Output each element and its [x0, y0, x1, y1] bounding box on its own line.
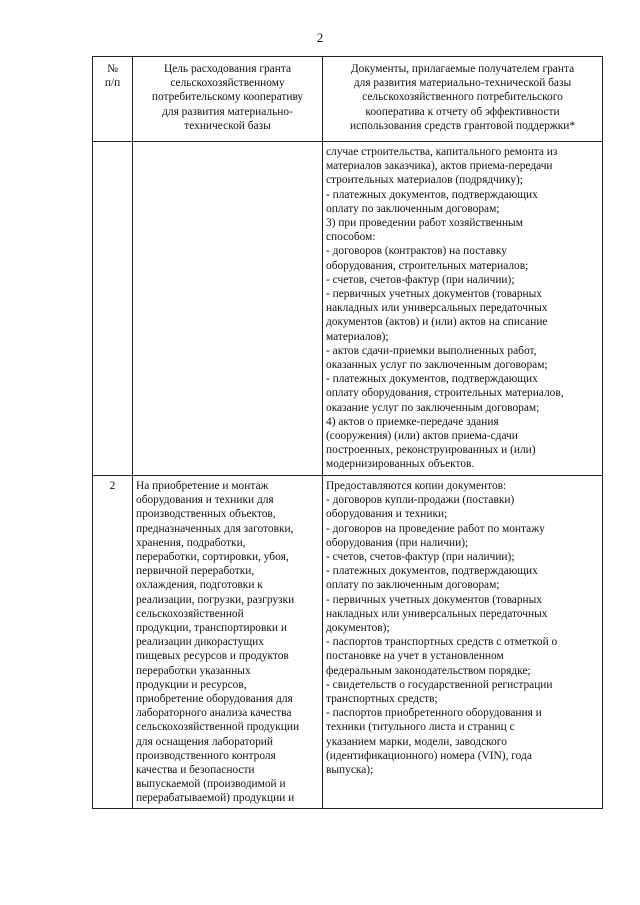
- table-row: [93, 476, 603, 809]
- header-col-purpose: Цель расходования гранта сельскохозяйственному потребительскому кооперативу для развития материально- технической базы: [133, 57, 323, 142]
- table-header-row: [93, 57, 603, 142]
- row-purpose-cell: [133, 142, 323, 476]
- header-col-documents: Документы, прилагаемые получателем гранта для развития материально-технической базы сельскохозяйственного потребительского кооператива к отчету об эффективности использования средств грантовой поддержки*: [323, 57, 603, 142]
- row-number-cell: 2: [93, 476, 133, 809]
- grant-documents-table: [92, 56, 603, 809]
- header-col-number: № п/п: [93, 57, 133, 142]
- row-documents-cell: случае строительства, капитального ремонта из материалов заказчика), актов приема-передачи строительных материалов (подрядчику); - платежных документов, подтверждающих оплату по заключенным договорам; 3) при проведении работ хозяйственным способом: - договоров (контрактов) на поставку оборудования, строительных материалов; - счетов, счетов-фактур (при наличии); - первичных учетных документов (товарных накладных или универсальных передаточных документов (актов) и (или) актов на списание материалов); - актов сдачи-приемки выполненных работ, оказанных услуг по заключенным договорам; - платежных документов, подтверждающих оплату оборудования, строительных материалов, оказание услуг по заключенным договорам; 4) актов о приемке-передаче здания (сооружения) (или) актов приема-сдачи построенных, реконструированных и (или) модернизированных объектов.: [323, 142, 603, 476]
- row-purpose-cell: На приобретение и монтаж оборудования и техники для производственных объектов, предназначенных для заготовки, хранения, подработки, переработки, сортировки, убоя, первичной переработки, охлаждения, подготовки к реализации, погрузки, разгрузки сельскохозяйственной продукции, транспортировки и реализации дикорастущих пищевых ресурсов и продуктов переработки указанных продукции и ресурсов, приобретение оборудования для лабораторного анализа качества сельскохозяйственной продукции для оснащения лабораторий производственного контроля качества и безопасности выпускаемой (производимой и перерабатываемой) продукции и: [133, 476, 323, 809]
- table-row: [93, 142, 603, 476]
- row-documents-cell: Предоставляются копии документов: - договоров купли-продажи (поставки) оборудования и техники; - договоров на проведение работ по монтажу оборудования (при наличии); - счетов, счетов-фактур (при наличии); - платежных документов, подтверждающих оплату по заключенным договорам; - первичных учетных документов (товарных накладных или универсальных передаточных документов); - паспортов транспортных средств с отметкой о постановке на учет в установленном федеральным законодательством порядке; - свидетельств о государственной регистрации транспортных средств; - паспортов приобретенного оборудования и техники (титульного листа и страниц с указанием марки, модели, заводского (идентификационного) номера (VIN), года выпуска);: [323, 476, 603, 809]
- page-number: 2: [316, 30, 324, 45]
- row-number-cell: [93, 142, 133, 476]
